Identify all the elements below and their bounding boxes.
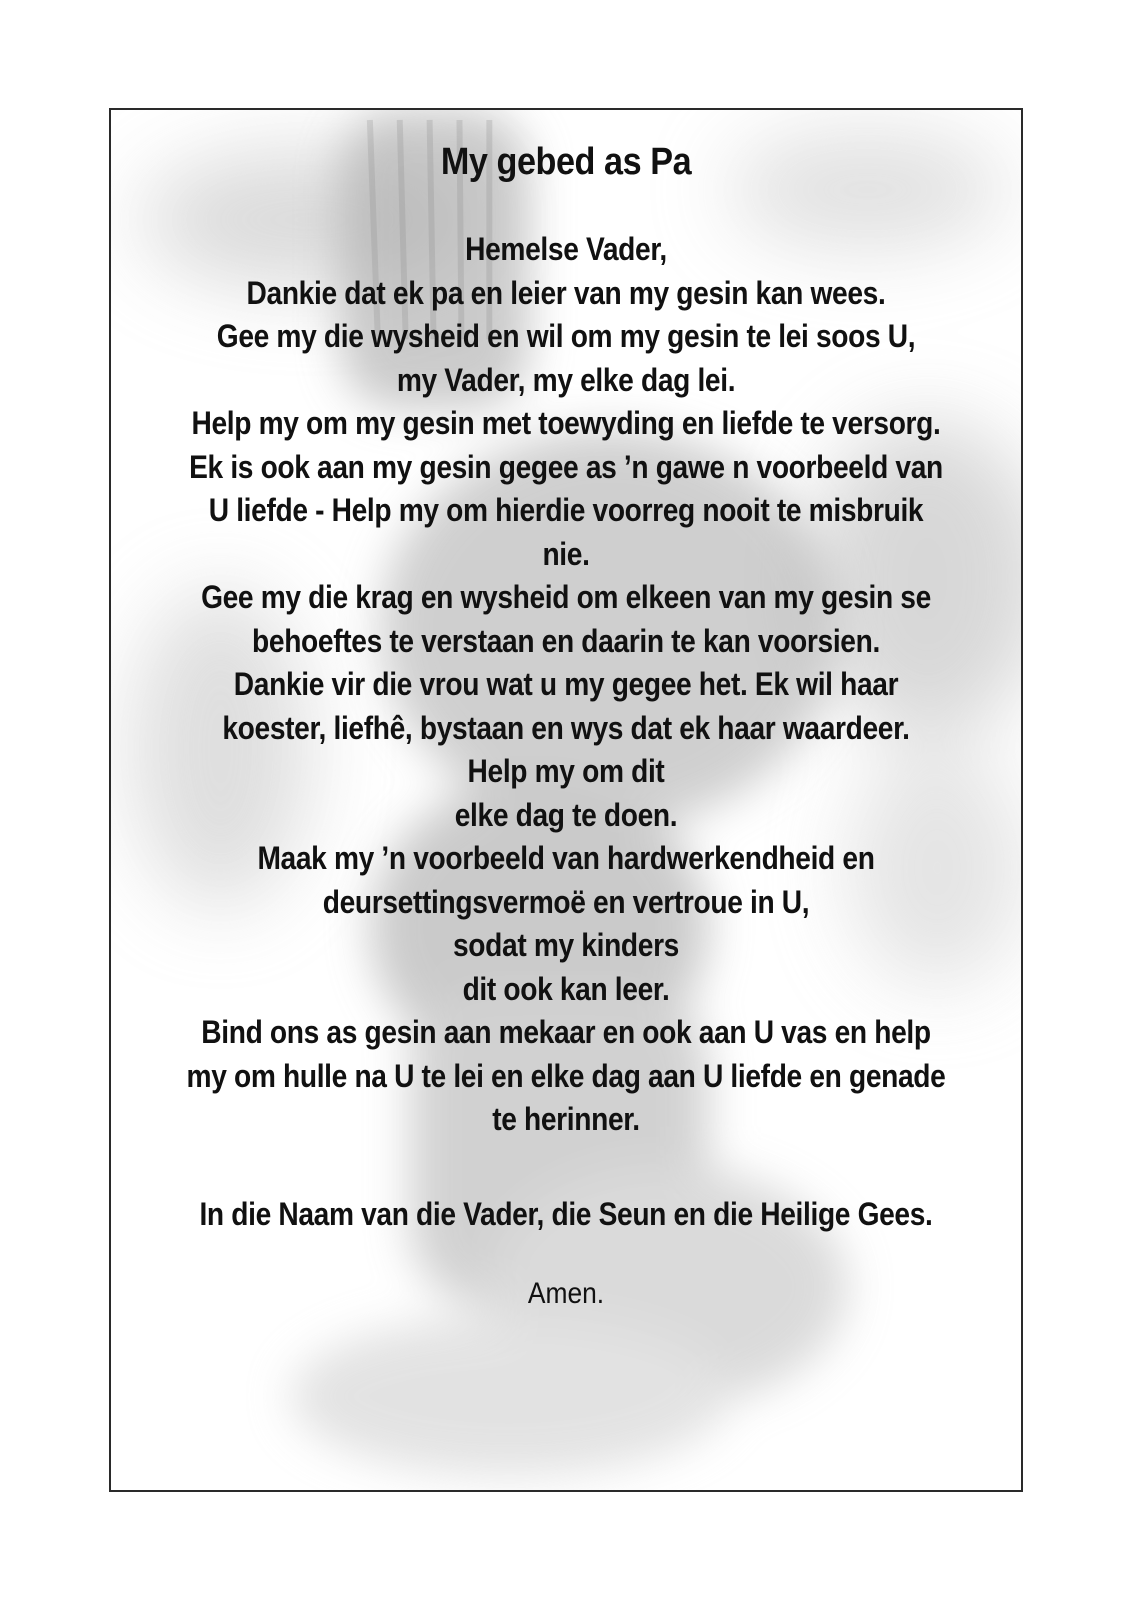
prayer-line: Hemelse Vader, [465,231,667,267]
prayer-line: Help my om my gesin met toewyding en liefde te versorg. [191,405,941,441]
prayer-line: elke dag te doen. [454,796,678,833]
prayer-line: Bind ons as gesin aan mekaar en ook aan U vas en help [201,1014,931,1050]
prayer-line: Dankie vir die vrou wat u my gegee het. Ek wil haar [233,666,899,702]
prayer-body [111,228,1021,1142]
prayer-line: sodat my kinders [453,927,679,963]
prayer-line: Help my om dit [467,753,665,789]
amen-text: Amen. [527,1276,605,1310]
prayer-line: my Vader, my elke dag lei. [396,361,736,398]
prayer-line: nie. [542,535,590,572]
closing-blessing: In die Naam van die Vader, die Seun en die Heilige Gees. [199,1195,933,1232]
prayer-card-frame [109,108,1023,1492]
prayer-line: dit ook kan leer. [462,970,670,1007]
prayer-line: Ek is ook aan my gesin gegee as ’n gawe n voorbeeld van [189,448,943,485]
prayer-content [111,110,1021,1314]
prayer-line: my om hulle na U te lei en elke dag aan U liefde en genade [186,1057,946,1094]
prayer-line: Dankie dat ek pa en leier van my gesin kan wees. [246,274,886,311]
prayer-line: Gee my die wysheid en wil om my gesin te lei soos U, [216,318,916,354]
prayer-line: Maak my ’n voorbeeld van hardwerkendheid en [257,840,875,876]
prayer-line: Gee my die krag en wysheid om elkeen van my gesin se [201,579,931,615]
page-title: My gebed as Pa [440,141,692,183]
prayer-line: koester, liefhê, bystaan en wys dat ek haar waardeer. [222,709,910,746]
prayer-line: te herinner. [492,1101,640,1137]
prayer-line: U liefde - Help my om hierdie voorreg nooit te misbruik [208,492,924,528]
prayer-line: deursettingsvermoë en vertroue in U, [322,883,810,920]
prayer-line: behoeftes te verstaan en daarin te kan voorsien. [252,622,880,659]
